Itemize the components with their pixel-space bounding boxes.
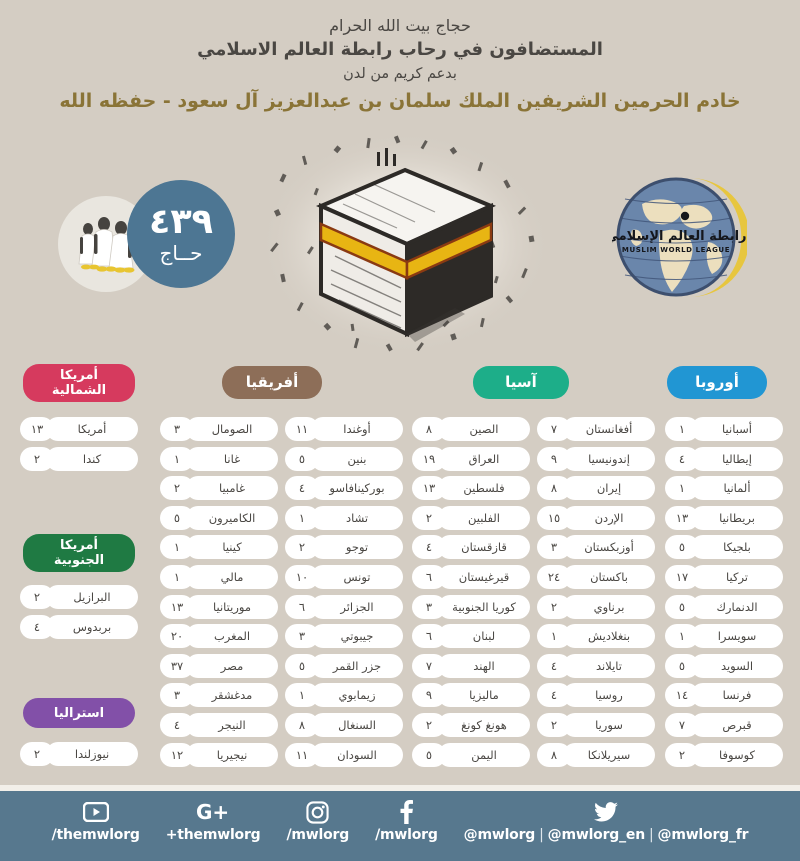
- social-handle[interactable]: [375, 827, 438, 843]
- country-row[interactable]: [665, 743, 783, 767]
- country-count: ٢: [20, 742, 54, 766]
- country-row[interactable]: [285, 565, 403, 589]
- country-row[interactable]: [412, 447, 530, 471]
- country-name: تونس: [311, 565, 403, 589]
- country-row[interactable]: [537, 624, 655, 648]
- country-name: بوركينافاسو: [311, 476, 403, 500]
- column-asia-right: [537, 417, 655, 772]
- country-row[interactable]: [412, 683, 530, 707]
- country-name: لبنان: [438, 624, 530, 648]
- header-line-4-king: خادم الحرمين الشريفين الملك سلمان بن عبدالعزيز آل سعود - حفظه الله: [59, 90, 741, 112]
- country-name: أوغندا: [311, 417, 403, 441]
- country-row[interactable]: [160, 654, 278, 678]
- country-row[interactable]: [412, 743, 530, 767]
- social-link-facebook[interactable]: [375, 800, 438, 843]
- region-header-australia[interactable]: [23, 698, 135, 728]
- column-south-america: [20, 585, 138, 644]
- country-row[interactable]: [537, 713, 655, 737]
- country-row[interactable]: [537, 506, 655, 530]
- country-name: الصين: [438, 417, 530, 441]
- region-title-line1: أمريكا: [60, 538, 98, 553]
- country-row[interactable]: [160, 476, 278, 500]
- country-count: ٢: [537, 713, 571, 737]
- country-name: البرازيل: [46, 585, 138, 609]
- social-handle[interactable]: [464, 827, 749, 843]
- social-link-instagram[interactable]: [287, 800, 350, 843]
- region-header-europe[interactable]: [667, 366, 767, 399]
- country-count: ٤: [537, 683, 571, 707]
- social-link-youtube[interactable]: [52, 800, 140, 843]
- country-count: ٧: [537, 417, 571, 441]
- country-name: غامبيا: [186, 476, 278, 500]
- social-handle[interactable]: [166, 827, 261, 843]
- country-count: ٤: [537, 654, 571, 678]
- country-count: ١: [537, 624, 571, 648]
- country-name: قازقستان: [438, 535, 530, 559]
- country-row[interactable]: [412, 506, 530, 530]
- country-name: إيطاليا: [691, 447, 783, 471]
- social-handle[interactable]: [52, 827, 140, 843]
- country-count: ٦: [412, 565, 446, 589]
- country-row[interactable]: [160, 624, 278, 648]
- country-name: كينيا: [186, 535, 278, 559]
- country-count: ١٣: [412, 476, 446, 500]
- handle-text[interactable]: @mwlorg_en: [547, 827, 645, 843]
- column-asia-left: [412, 417, 530, 772]
- handle-text[interactable]: /themwlorg: [51, 827, 140, 843]
- pilgrim-count-number: ٤٣٩: [148, 201, 214, 242]
- country-name: نيجيريا: [186, 743, 278, 767]
- country-row[interactable]: [665, 654, 783, 678]
- country-name: أفغانستان: [563, 417, 655, 441]
- country-row[interactable]: [20, 585, 138, 609]
- country-row[interactable]: [537, 447, 655, 471]
- country-name: قيرغيستان: [438, 565, 530, 589]
- country-name: إيران: [563, 476, 655, 500]
- country-count: ٥: [412, 743, 446, 767]
- handle-text[interactable]: /mwlorg: [375, 827, 438, 843]
- country-count: ١٢: [160, 743, 194, 767]
- country-count: ٦: [285, 595, 319, 619]
- country-row[interactable]: [160, 447, 278, 471]
- country-row[interactable]: [20, 447, 138, 471]
- header-line-1: حجاج بيت الله الحرام: [329, 16, 471, 35]
- handle-text[interactable]: @mwlorg: [463, 827, 536, 843]
- country-count: ١٠: [285, 565, 319, 589]
- country-count: ١٣: [20, 417, 54, 441]
- social-link-twitter[interactable]: [464, 800, 749, 843]
- country-count: ١٣: [665, 506, 699, 530]
- country-count: ٤: [160, 713, 194, 737]
- country-count: ٥: [665, 654, 699, 678]
- country-count: ٥: [285, 654, 319, 678]
- country-row[interactable]: [537, 476, 655, 500]
- region-title-line2: الشمالية: [51, 383, 107, 398]
- handle-separator: |: [539, 827, 544, 843]
- country-count: ٢: [665, 743, 699, 767]
- region-header-africa[interactable]: [222, 366, 322, 399]
- country-name: بربدوس: [46, 615, 138, 639]
- country-count: ٣: [160, 417, 194, 441]
- country-count: ٢٤: [537, 565, 571, 589]
- country-count: ٥: [665, 535, 699, 559]
- country-row[interactable]: [412, 535, 530, 559]
- country-name: غانا: [186, 447, 278, 471]
- country-row[interactable]: [537, 743, 655, 767]
- region-header-asia[interactable]: [473, 366, 569, 399]
- country-count: ١٥: [537, 506, 571, 530]
- header-line-2: المستضافون في رحاب رابطة العالم الاسلامي: [197, 39, 603, 60]
- country-row[interactable]: [537, 535, 655, 559]
- country-row[interactable]: [160, 743, 278, 767]
- country-count: ٨: [412, 417, 446, 441]
- country-count: ١: [285, 683, 319, 707]
- country-count: ٨: [537, 743, 571, 767]
- country-row[interactable]: [160, 713, 278, 737]
- country-count: ١: [160, 565, 194, 589]
- country-count: ٣: [412, 595, 446, 619]
- country-name: كوريا الجنوبية: [438, 595, 530, 619]
- country-count: ٩: [537, 447, 571, 471]
- region-title-line1: أوروبا: [695, 373, 739, 391]
- country-name: السنغال: [311, 713, 403, 737]
- country-row[interactable]: [412, 595, 530, 619]
- country-row[interactable]: [285, 654, 403, 678]
- column-australia: [20, 742, 138, 772]
- country-row[interactable]: [412, 417, 530, 441]
- country-count: ٧: [665, 713, 699, 737]
- country-name: أسبانيا: [691, 417, 783, 441]
- country-name: فرنسا: [691, 683, 783, 707]
- country-name: أوزبكستان: [563, 535, 655, 559]
- country-row[interactable]: [665, 506, 783, 530]
- google-plus-icon[interactable]: [196, 800, 230, 824]
- country-row[interactable]: [665, 447, 783, 471]
- country-row[interactable]: [665, 713, 783, 737]
- mwl-logo: [612, 170, 747, 305]
- country-count: ٥: [665, 595, 699, 619]
- country-row[interactable]: [665, 624, 783, 648]
- country-count: ١: [665, 624, 699, 648]
- country-name: إندونيسيا: [563, 447, 655, 471]
- region-header-north-america[interactable]: [23, 364, 135, 402]
- country-row[interactable]: [665, 683, 783, 707]
- country-row[interactable]: [412, 713, 530, 737]
- country-row[interactable]: [285, 417, 403, 441]
- social-link-google-plus[interactable]: [166, 800, 261, 843]
- country-row[interactable]: [160, 565, 278, 589]
- country-row[interactable]: [537, 654, 655, 678]
- mwl-logo-english-text: MUSLIM WORLD LEAGUE: [621, 246, 731, 254]
- country-name: سيريلانكا: [563, 743, 655, 767]
- country-name: الجزائر: [311, 595, 403, 619]
- country-name: فلسطين: [438, 476, 530, 500]
- country-row[interactable]: [537, 595, 655, 619]
- column-africa-left: [285, 417, 403, 772]
- country-row[interactable]: [285, 535, 403, 559]
- kaaba-illustration: [255, 128, 555, 358]
- country-count: ١٧: [665, 565, 699, 589]
- country-name: تشاد: [311, 506, 403, 530]
- country-name: قبرص: [691, 713, 783, 737]
- country-name: جزر القمر: [311, 654, 403, 678]
- country-count: ٥: [285, 447, 319, 471]
- country-count: ٦: [412, 624, 446, 648]
- pilgrim-count-label: حــاج: [159, 240, 203, 265]
- handle-separator: |: [648, 827, 654, 843]
- country-name: هونغ كونغ: [438, 713, 530, 737]
- country-name: السويد: [691, 654, 783, 678]
- country-row[interactable]: [285, 743, 403, 767]
- country-count: ١: [665, 476, 699, 500]
- country-row[interactable]: [160, 506, 278, 530]
- column-africa-right: [160, 417, 278, 772]
- country-name: الدنمارك: [691, 595, 783, 619]
- header-titles: [0, 0, 800, 140]
- country-name: بلجيكا: [691, 535, 783, 559]
- country-name: بريطانيا: [691, 506, 783, 530]
- country-name: جيبوتي: [311, 624, 403, 648]
- country-row[interactable]: [160, 535, 278, 559]
- country-row[interactable]: [665, 565, 783, 589]
- column-north-america: [20, 417, 138, 476]
- country-count: ٨: [537, 476, 571, 500]
- footer-social-bar: [0, 791, 800, 861]
- country-row[interactable]: [285, 476, 403, 500]
- country-name: مصر: [186, 654, 278, 678]
- country-row[interactable]: [285, 624, 403, 648]
- country-row[interactable]: [412, 565, 530, 589]
- youtube-icon[interactable]: [83, 800, 109, 824]
- country-count: ١٤: [665, 683, 699, 707]
- country-count: ١٣: [160, 595, 194, 619]
- header-line-3: بدعم كريم من لدن: [343, 66, 457, 82]
- country-name: الصومال: [186, 417, 278, 441]
- country-name: بنين: [311, 447, 403, 471]
- country-name: بنغلاديش: [563, 624, 655, 648]
- country-row[interactable]: [160, 595, 278, 619]
- country-row[interactable]: [537, 417, 655, 441]
- country-count: ٣: [537, 535, 571, 559]
- country-row[interactable]: [412, 476, 530, 500]
- facebook-icon[interactable]: [398, 800, 414, 824]
- country-name: مدغشقر: [186, 683, 278, 707]
- handle-text[interactable]: /mwlorg: [286, 827, 350, 843]
- country-name: المغرب: [186, 624, 278, 648]
- country-row[interactable]: [412, 624, 530, 648]
- country-row[interactable]: [665, 476, 783, 500]
- country-row[interactable]: [285, 506, 403, 530]
- country-count: ٤: [412, 535, 446, 559]
- country-row[interactable]: [20, 742, 138, 766]
- country-name: ماليزيا: [438, 683, 530, 707]
- country-name: الهند: [438, 654, 530, 678]
- country-row[interactable]: [285, 595, 403, 619]
- region-title-line2: الجنوبية: [53, 553, 105, 568]
- social-handle[interactable]: [287, 827, 350, 843]
- country-name: زيمابوي: [311, 683, 403, 707]
- country-name: موريتانيا: [186, 595, 278, 619]
- country-row[interactable]: [20, 615, 138, 639]
- region-header-south-america[interactable]: [23, 534, 135, 572]
- country-count: ٢: [537, 595, 571, 619]
- country-row[interactable]: [537, 565, 655, 589]
- country-row[interactable]: [285, 447, 403, 471]
- country-row[interactable]: [20, 417, 138, 441]
- country-row[interactable]: [412, 654, 530, 678]
- country-name: روسيا: [563, 683, 655, 707]
- country-count: ٥: [160, 506, 194, 530]
- handle-text[interactable]: +themwlorg: [165, 827, 261, 843]
- country-count: ١: [285, 506, 319, 530]
- country-count: ١١: [285, 743, 319, 767]
- country-name: العراق: [438, 447, 530, 471]
- country-count: ٨: [285, 713, 319, 737]
- pilgrim-count-badge: [127, 180, 235, 288]
- country-row[interactable]: [160, 417, 278, 441]
- country-name: سوريا: [563, 713, 655, 737]
- instagram-icon[interactable]: [306, 800, 329, 824]
- country-name: السودان: [311, 743, 403, 767]
- country-name: برناوي: [563, 595, 655, 619]
- region-title-line1: استراليا: [53, 705, 105, 721]
- twitter-icon[interactable]: [594, 800, 618, 824]
- country-count: ٢: [20, 585, 54, 609]
- country-count: ٤: [285, 476, 319, 500]
- country-count: ٢: [160, 476, 194, 500]
- country-name: كوسوفا: [691, 743, 783, 767]
- country-row[interactable]: [665, 535, 783, 559]
- country-count: ٤: [665, 447, 699, 471]
- country-row[interactable]: [160, 683, 278, 707]
- country-count: ١: [160, 447, 194, 471]
- country-count: ٢: [285, 535, 319, 559]
- country-count: ٣: [160, 683, 194, 707]
- country-name: اليمن: [438, 743, 530, 767]
- mwl-logo-arabic-text: رابطة العالم الإسلامي: [612, 229, 747, 244]
- country-row[interactable]: [285, 683, 403, 707]
- country-count: ٣٧: [160, 654, 194, 678]
- country-name: أمريكا: [46, 417, 138, 441]
- country-count: ٧: [412, 654, 446, 678]
- country-name: توجو: [311, 535, 403, 559]
- country-count: ١٩: [412, 447, 446, 471]
- country-name: سويسرا: [691, 624, 783, 648]
- country-name: نيوزلندا: [46, 742, 138, 766]
- country-count: ٢٠: [160, 624, 194, 648]
- column-europe: [665, 417, 783, 772]
- country-count: ٢: [412, 506, 446, 530]
- country-row[interactable]: [537, 683, 655, 707]
- country-name: الفلبين: [438, 506, 530, 530]
- region-title-line1: آسيا: [505, 373, 537, 391]
- country-name: كندا: [46, 447, 138, 471]
- country-count: ٢: [20, 447, 54, 471]
- country-name: مالي: [186, 565, 278, 589]
- handle-text[interactable]: @mwlorg_fr: [657, 827, 749, 843]
- country-row[interactable]: [665, 595, 783, 619]
- country-count: ٤: [20, 615, 54, 639]
- country-count: ١١: [285, 417, 319, 441]
- country-row[interactable]: [665, 417, 783, 441]
- country-row[interactable]: [285, 713, 403, 737]
- country-count: ١: [665, 417, 699, 441]
- country-count: ٩: [412, 683, 446, 707]
- region-title-line1: أمريكا: [60, 368, 98, 383]
- country-count: ٣: [285, 624, 319, 648]
- svg-text:G+: G+: [196, 801, 230, 823]
- country-name: باكستان: [563, 565, 655, 589]
- country-count: ٢: [412, 713, 446, 737]
- country-name: تايلاند: [563, 654, 655, 678]
- country-name: ألمانيا: [691, 476, 783, 500]
- country-name: الكاميرون: [186, 506, 278, 530]
- country-count: ١: [160, 535, 194, 559]
- country-name: النيجر: [186, 713, 278, 737]
- region-title-line1: أفريقيا: [245, 373, 299, 391]
- country-name: الإردن: [563, 506, 655, 530]
- country-name: تركيا: [691, 565, 783, 589]
